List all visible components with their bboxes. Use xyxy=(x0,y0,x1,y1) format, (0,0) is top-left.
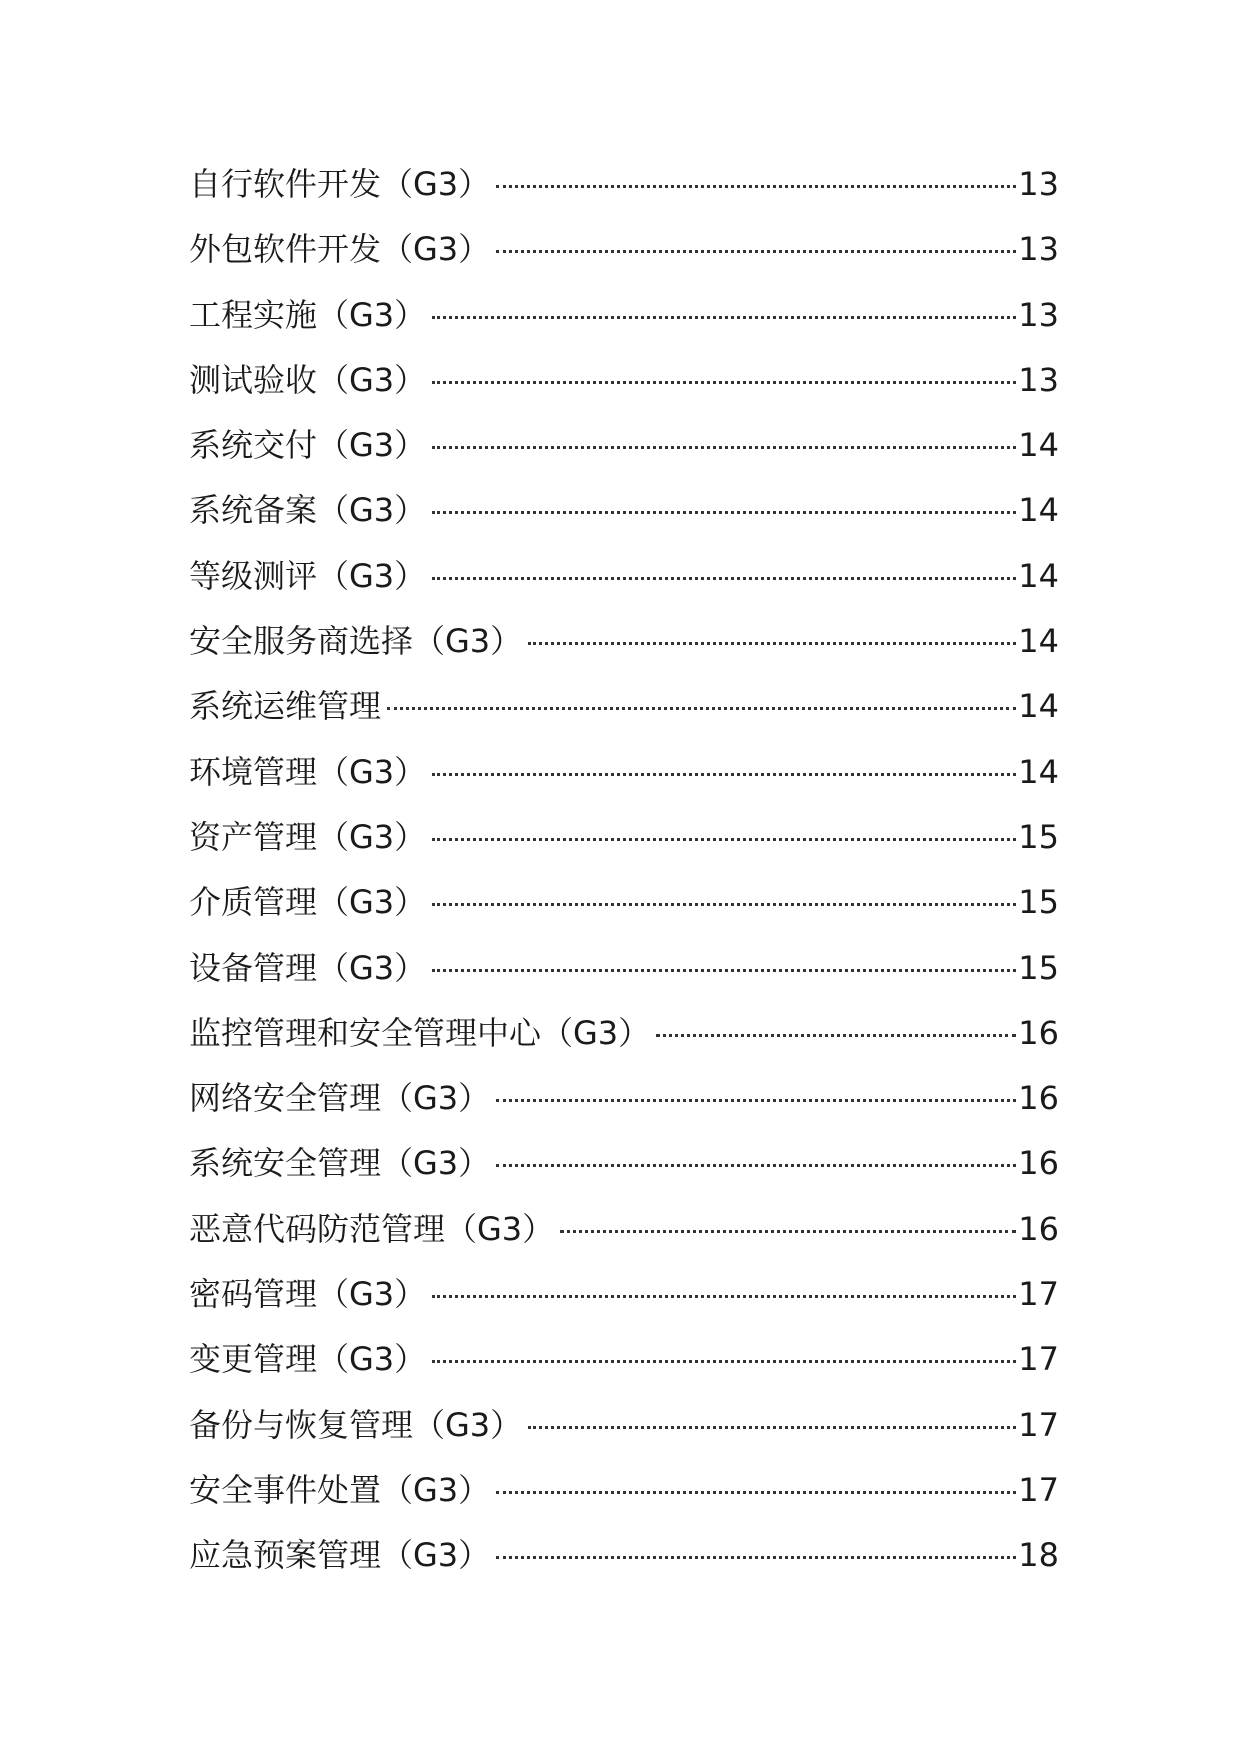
toc-leader-dots xyxy=(528,642,1016,645)
toc-entry[interactable] xyxy=(189,1335,1059,1400)
toc-entry-page: 16 xyxy=(1018,1144,1059,1183)
toc-entry-page: 14 xyxy=(1018,491,1059,530)
toc-entry[interactable] xyxy=(189,748,1059,813)
toc-entry[interactable] xyxy=(189,682,1059,747)
toc-entry[interactable] xyxy=(189,1401,1059,1466)
toc-entry-page: 15 xyxy=(1018,948,1059,987)
toc-entry[interactable] xyxy=(189,1009,1059,1074)
toc-entry[interactable] xyxy=(189,1270,1059,1335)
toc-leader-dots xyxy=(432,316,1016,319)
toc-entry[interactable] xyxy=(189,486,1059,551)
toc-entry-page: 14 xyxy=(1018,426,1059,465)
toc-entry-page: 17 xyxy=(1018,1405,1059,1444)
toc-entry[interactable] xyxy=(189,291,1059,356)
toc-entry[interactable] xyxy=(189,356,1059,421)
toc-entry-page: 14 xyxy=(1018,622,1059,661)
toc-entry-title: 环境管理（G3） xyxy=(189,752,427,791)
toc-entry[interactable] xyxy=(189,1205,1059,1270)
toc-leader-dots xyxy=(496,250,1016,253)
toc-entry-title: 工程实施（G3） xyxy=(189,295,427,334)
toc-entry-title: 系统安全管理（G3） xyxy=(189,1144,491,1183)
toc-entry-page: 16 xyxy=(1018,1013,1059,1052)
toc-entry-title: 资产管理（G3） xyxy=(189,817,427,856)
toc-leader-dots xyxy=(432,1295,1016,1298)
toc-leader-dots xyxy=(432,577,1016,580)
toc-leader-dots xyxy=(496,1099,1016,1102)
toc-entry[interactable] xyxy=(189,160,1059,225)
toc-entry-page: 17 xyxy=(1018,1275,1059,1314)
toc-entry-title: 系统交付（G3） xyxy=(189,426,427,465)
toc-leader-dots xyxy=(496,1556,1016,1559)
toc-leader-dots xyxy=(496,1491,1016,1494)
toc-entry-title: 网络安全管理（G3） xyxy=(189,1079,491,1118)
toc-entry-title: 介质管理（G3） xyxy=(189,883,427,922)
toc-entry-title: 备份与恢复管理（G3） xyxy=(189,1405,523,1444)
toc-entry-page: 16 xyxy=(1018,1079,1059,1118)
toc-entry[interactable] xyxy=(189,552,1059,617)
toc-entry-title: 自行软件开发（G3） xyxy=(189,165,491,203)
toc-entry[interactable] xyxy=(189,421,1059,486)
toc-leader-dots xyxy=(656,1034,1016,1037)
toc-leader-dots xyxy=(528,1426,1016,1429)
toc-entry[interactable] xyxy=(189,617,1059,682)
toc-entry-title: 密码管理（G3） xyxy=(189,1275,427,1314)
toc-leader-dots xyxy=(496,1164,1016,1167)
toc-entry-title: 测试验收（G3） xyxy=(189,360,427,399)
toc-entry[interactable] xyxy=(189,1531,1059,1596)
toc-leader-dots xyxy=(432,446,1016,449)
toc-entry-title: 变更管理（G3） xyxy=(189,1340,427,1379)
toc-entry-page: 17 xyxy=(1018,1340,1059,1379)
toc-entry[interactable] xyxy=(189,1139,1059,1204)
toc-entry-page: 16 xyxy=(1018,1209,1059,1248)
toc-entry-page: 18 xyxy=(1018,1536,1059,1575)
toc-entry[interactable] xyxy=(189,944,1059,1009)
toc-entry-title: 外包软件开发（G3） xyxy=(189,230,491,269)
toc-entry-page: 15 xyxy=(1018,817,1059,856)
toc-leader-dots xyxy=(432,903,1016,906)
toc-leader-dots xyxy=(432,511,1016,514)
toc-entry-page: 13 xyxy=(1018,360,1059,399)
toc-entry-title: 系统备案（G3） xyxy=(189,491,427,530)
toc-leader-dots xyxy=(496,185,1016,188)
toc-entry-title: 设备管理（G3） xyxy=(189,948,427,987)
table-of-contents xyxy=(189,160,1059,1597)
toc-entry[interactable] xyxy=(189,225,1059,290)
toc-entry[interactable] xyxy=(189,1074,1059,1139)
toc-entry-title: 监控管理和安全管理中心（G3） xyxy=(189,1013,651,1052)
toc-entry-title: 恶意代码防范管理（G3） xyxy=(189,1209,555,1248)
toc-leader-dots xyxy=(432,838,1016,841)
toc-entry[interactable] xyxy=(189,1466,1059,1531)
toc-leader-dots xyxy=(432,969,1016,972)
toc-leader-dots xyxy=(432,1360,1016,1363)
toc-entry-page: 17 xyxy=(1018,1470,1059,1509)
toc-entry-title: 安全服务商选择（G3） xyxy=(189,622,523,661)
toc-leader-dots xyxy=(387,707,1016,710)
toc-entry[interactable] xyxy=(189,878,1059,943)
toc-leader-dots xyxy=(560,1230,1016,1233)
toc-entry-page: 15 xyxy=(1018,883,1059,922)
toc-entry-page: 14 xyxy=(1018,687,1059,726)
toc-leader-dots xyxy=(432,381,1016,384)
toc-entry-page: 13 xyxy=(1018,165,1059,203)
toc-entry[interactable] xyxy=(189,813,1059,878)
toc-entry-title: 应急预案管理（G3） xyxy=(189,1536,491,1575)
toc-entry-title: 等级测评（G3） xyxy=(189,556,427,595)
toc-entry-title: 安全事件处置（G3） xyxy=(189,1470,491,1509)
toc-entry-page: 14 xyxy=(1018,752,1059,791)
toc-entry-page: 13 xyxy=(1018,230,1059,269)
toc-leader-dots xyxy=(432,773,1016,776)
toc-entry-title: 系统运维管理 xyxy=(189,687,382,726)
toc-entry-page: 13 xyxy=(1018,295,1059,334)
toc-entry-page: 14 xyxy=(1018,556,1059,595)
